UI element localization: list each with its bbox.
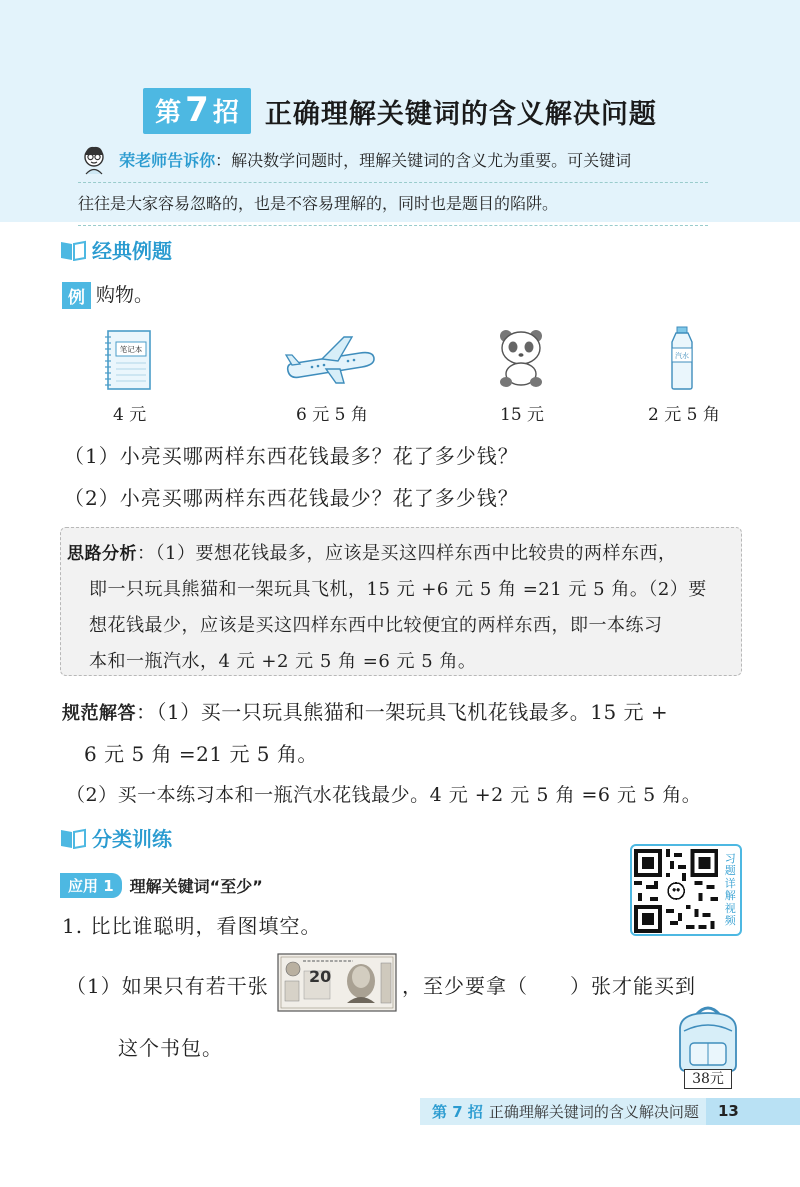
example-tag: 例 [62,282,91,309]
bottle-label: 汽水 [675,352,689,360]
answer-line-3: （2）买一本练习本和一瓶汽水花钱最少。4 元 +2 元 5 角 =6 元 5 角。 [66,784,702,806]
answer-line-1 [62,696,668,725]
notebook-item [104,329,152,391]
airplane-icon [282,333,378,385]
price-panda: 15 元 [500,405,545,425]
panda-icon [496,328,546,388]
tip-line-1 [78,140,708,183]
example-prompt: 购物。 [96,284,154,306]
footer-title: 正确理解关键词的含义解决问题 [488,1103,699,1121]
bag-price-tag: 38元 [684,1069,732,1089]
banknote-icon [277,953,397,1012]
analysis-lead: 思路分析 [67,544,137,564]
application-title: 理解关键词“至少” [129,877,263,896]
application-badge: 应用 1 [60,873,122,898]
analysis-text-1: ：（1）要想花钱最多，应该是买这四样东西中比较贵的两样东西， [137,543,677,564]
banknote-value: 20 [309,967,332,986]
qr-caption [720,846,740,934]
notebook-icon [104,329,152,391]
airplane-item [282,333,378,385]
teacher-tip [78,140,708,226]
training-heading-text: 分类训练 [92,827,172,851]
chapter-title-row [0,88,800,134]
qr-code-box[interactable] [630,844,742,936]
training-question-1a-cont: 这个书包。 [118,1036,223,1060]
price-airplane: 6 元 5 角 [296,405,368,425]
badge-prefix: 第 [155,98,182,128]
tip-label: 荣老师告诉你 [119,151,216,170]
analysis-line-4: 本和一瓶汽水，4 元 +2 元 5 角 =6 元 5 角。 [89,651,477,672]
footer-label [432,1101,699,1122]
question-2: （2）小亮买哪两样东西花钱最少？花了多少钱？ [64,486,519,510]
open-book-icon [60,239,86,261]
answer-lead: 规范解答 [62,703,136,724]
qr-caption-char: 频 [724,914,736,927]
qr-caption-char: 视 [724,901,736,915]
qr-caption-char: 解 [724,889,736,902]
backpack-icon [672,1003,744,1073]
price-notebook: 4 元 [113,405,147,425]
training-question-1: 1. 比比谁聪明，看图填空。 [62,914,322,938]
school-bag [672,1003,744,1091]
tip-text-1: ：解决数学问题时，理解关键词的含义尤为重要。可关键词 [215,151,632,170]
application-tag [60,873,263,898]
section-heading-training [60,823,172,852]
qr-caption-char: 习 [724,851,736,865]
training-question-1a-end: ，至少要拿（ ）张才能买到 [402,974,696,998]
analysis-line-3: 想花钱最少，应该是买这四样东西中比较便宜的两样东西，即一本练习 [89,615,663,636]
answer-line-2: 6 元 5 角 =21 元 5 角。 [84,742,318,766]
analysis-box [60,527,742,676]
tip-line-2: 往往是大家容易忽略的，也是不容易理解的，同时也是题目的陷阱。 [78,183,708,226]
qr-code-icon[interactable] [634,848,718,934]
teacher-avatar-icon [78,143,110,175]
panda-item [496,328,546,388]
section-heading-examples [60,235,172,264]
footer-chapter: 第 7 招 [432,1103,483,1121]
examples-heading-text: 经典例题 [92,239,172,263]
training-question-1a-start: （1）如果只有若干张 [66,974,269,998]
price-bottle: 2 元 5 角 [648,405,720,425]
analysis-line-2: 即一只玩具熊猫和一架玩具飞机，15 元 +6 元 5 角 =21 元 5 角。（2）要 [89,579,707,600]
question-1: （1）小亮买哪两样东西花钱最多？花了多少钱？ [64,444,519,468]
qr-caption-char: 详 [724,876,736,890]
chapter-title: 正确理解关键词的含义解决问题 [264,98,657,130]
analysis-line-1 [67,536,731,572]
badge-number: 7 [185,90,209,130]
page-number: 13 [706,1098,800,1125]
bottle-item [668,326,696,390]
qr-caption-char: 题 [724,864,736,877]
chapter-badge [143,88,251,134]
notebook-label: 笔记本 [119,345,143,354]
open-book-icon [60,827,86,849]
banknote-20-yuan [277,953,397,1012]
answer-text-1: ：（1）买一只玩具熊猫和一架玩具飞机花钱最多。15 元 + [136,700,669,724]
badge-suffix: 招 [212,98,239,128]
